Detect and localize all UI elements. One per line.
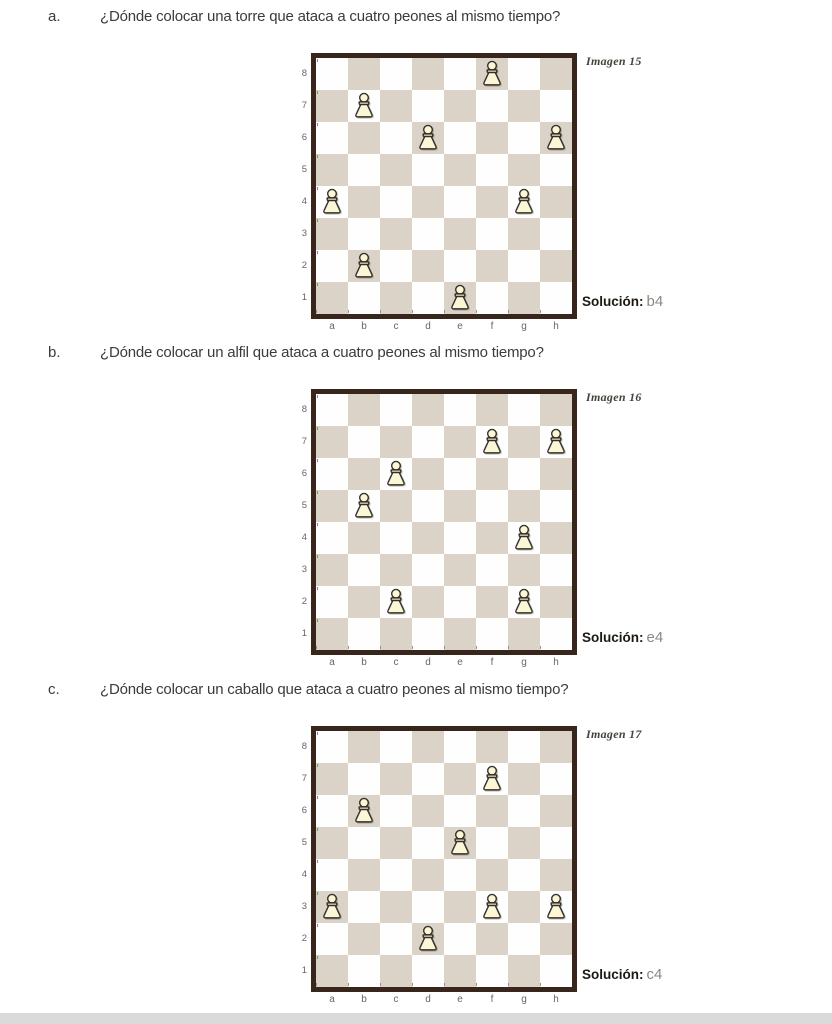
square-b7	[348, 90, 380, 122]
rank-label-2: 2	[301, 933, 307, 944]
square-g6	[508, 122, 540, 154]
square-c6	[380, 458, 412, 490]
question-letter: b.	[48, 344, 61, 361]
square-e3	[444, 554, 476, 586]
rank-label-5: 5	[301, 837, 307, 848]
square-h1	[540, 955, 572, 987]
pawn-icon-e5	[445, 828, 475, 858]
square-d8	[412, 731, 444, 763]
square-f1	[476, 282, 508, 314]
square-h4	[540, 859, 572, 891]
square-e4	[444, 522, 476, 554]
square-b4	[348, 186, 380, 218]
square-d2	[412, 586, 444, 618]
square-b4	[348, 522, 380, 554]
square-d7	[412, 90, 444, 122]
chess-diagram-17	[301, 726, 832, 1016]
file-label-a: a	[329, 994, 335, 1005]
square-c3	[380, 218, 412, 250]
square-a6	[316, 122, 348, 154]
rank-label-1: 1	[301, 292, 307, 303]
square-c5	[380, 154, 412, 186]
file-label-e: e	[457, 321, 463, 332]
square-e1	[444, 282, 476, 314]
square-h5	[540, 827, 572, 859]
square-b8	[348, 731, 380, 763]
square-f1	[476, 618, 508, 650]
pawn-icon-g2	[509, 587, 539, 617]
question-text: ¿Dónde colocar un caballo que ataca a cuatro peones al mismo tiempo?	[100, 681, 569, 698]
square-g6	[508, 795, 540, 827]
square-d3	[412, 218, 444, 250]
square-c7	[380, 763, 412, 795]
rank-label-3: 3	[301, 228, 307, 239]
square-b5	[348, 154, 380, 186]
rank-label-4: 4	[301, 869, 307, 880]
square-d8	[412, 394, 444, 426]
pawn-icon-a4	[317, 187, 347, 217]
square-f1	[476, 955, 508, 987]
pawn-icon-e1	[445, 283, 475, 313]
square-f7	[476, 763, 508, 795]
square-c7	[380, 426, 412, 458]
file-labels	[316, 321, 572, 335]
square-c5	[380, 490, 412, 522]
square-h3	[540, 891, 572, 923]
square-a5	[316, 154, 348, 186]
question-b	[0, 344, 832, 681]
image-caption: Imagen 15	[586, 54, 642, 68]
square-d6	[412, 458, 444, 490]
question-text: ¿Dónde colocar una torre que ataca a cuatro peones al mismo tiempo?	[100, 8, 561, 25]
square-d1	[412, 282, 444, 314]
square-e3	[444, 891, 476, 923]
chessboard	[311, 53, 577, 319]
square-a4	[316, 186, 348, 218]
question-text: ¿Dónde colocar un alfil que ataca a cuatro peones al mismo tiempo?	[100, 344, 544, 361]
square-c6	[380, 795, 412, 827]
square-f7	[476, 90, 508, 122]
pawn-icon-h6	[541, 123, 571, 153]
square-h7	[540, 763, 572, 795]
square-e8	[444, 58, 476, 90]
square-d1	[412, 618, 444, 650]
square-d5	[412, 827, 444, 859]
pawn-icon-a3	[317, 892, 347, 922]
square-g4	[508, 186, 540, 218]
square-c8	[380, 58, 412, 90]
chess-diagram-16	[301, 389, 832, 679]
square-g3	[508, 891, 540, 923]
square-h2	[540, 923, 572, 955]
square-e5	[444, 490, 476, 522]
square-e8	[444, 394, 476, 426]
rank-labels	[293, 394, 307, 650]
square-h3	[540, 554, 572, 586]
square-g8	[508, 58, 540, 90]
square-h6	[540, 458, 572, 490]
square-e2	[444, 923, 476, 955]
rank-label-7: 7	[301, 100, 307, 111]
file-label-d: d	[425, 657, 431, 668]
file-label-h: h	[553, 657, 559, 668]
pawn-icon-f8	[477, 59, 507, 89]
chessboard	[311, 726, 577, 992]
square-g8	[508, 394, 540, 426]
square-a1	[316, 955, 348, 987]
square-b4	[348, 859, 380, 891]
file-label-b: b	[361, 657, 367, 668]
square-b1	[348, 955, 380, 987]
square-d4	[412, 859, 444, 891]
solution-line	[582, 966, 662, 984]
page-bottom-strip	[0, 1013, 832, 1024]
square-g1	[508, 282, 540, 314]
pawn-icon-f7	[477, 764, 507, 794]
square-c2	[380, 586, 412, 618]
rank-label-7: 7	[301, 773, 307, 784]
square-g1	[508, 955, 540, 987]
square-b8	[348, 394, 380, 426]
solution-answer: b4	[646, 293, 664, 310]
square-g5	[508, 490, 540, 522]
square-b2	[348, 923, 380, 955]
square-d4	[412, 522, 444, 554]
file-label-e: e	[457, 994, 463, 1005]
square-a6	[316, 458, 348, 490]
square-e7	[444, 426, 476, 458]
pawn-icon-d6	[413, 123, 443, 153]
square-b7	[348, 763, 380, 795]
square-d2	[412, 923, 444, 955]
file-label-c: c	[393, 994, 399, 1005]
square-f2	[476, 923, 508, 955]
square-a4	[316, 859, 348, 891]
square-b2	[348, 586, 380, 618]
square-e6	[444, 122, 476, 154]
file-label-c: c	[393, 321, 399, 332]
rank-label-5: 5	[301, 500, 307, 511]
square-c8	[380, 731, 412, 763]
pawn-icon-b6	[349, 796, 379, 826]
square-c2	[380, 923, 412, 955]
square-g8	[508, 731, 540, 763]
square-g5	[508, 154, 540, 186]
question-letter: c.	[48, 681, 60, 698]
square-g4	[508, 859, 540, 891]
square-d7	[412, 763, 444, 795]
rank-label-8: 8	[301, 404, 307, 415]
rank-label-3: 3	[301, 901, 307, 912]
chess-diagram-15	[301, 53, 832, 343]
square-a6	[316, 795, 348, 827]
square-a1	[316, 618, 348, 650]
solution-line	[582, 629, 663, 647]
rank-label-1: 1	[301, 965, 307, 976]
square-a8	[316, 394, 348, 426]
pawn-icon-b7	[349, 91, 379, 121]
image-caption: Imagen 16	[586, 390, 642, 404]
rank-label-5: 5	[301, 164, 307, 175]
file-label-f: f	[490, 657, 494, 668]
rank-label-6: 6	[301, 468, 307, 479]
question-c	[0, 681, 832, 1014]
square-d3	[412, 554, 444, 586]
square-b1	[348, 282, 380, 314]
square-b3	[348, 554, 380, 586]
square-c1	[380, 282, 412, 314]
square-h5	[540, 154, 572, 186]
square-e6	[444, 458, 476, 490]
square-b3	[348, 891, 380, 923]
square-e4	[444, 859, 476, 891]
square-d5	[412, 490, 444, 522]
file-label-b: b	[361, 994, 367, 1005]
square-c7	[380, 90, 412, 122]
square-f4	[476, 186, 508, 218]
square-f8	[476, 394, 508, 426]
question-letter: a.	[48, 8, 61, 25]
square-c5	[380, 827, 412, 859]
pawn-icon-d2	[413, 924, 443, 954]
pawn-icon-h7	[541, 427, 571, 457]
pawn-icon-g4	[509, 187, 539, 217]
pawn-icon-f7	[477, 427, 507, 457]
square-b8	[348, 58, 380, 90]
square-a8	[316, 58, 348, 90]
square-a2	[316, 250, 348, 282]
square-h7	[540, 90, 572, 122]
square-b1	[348, 618, 380, 650]
square-f3	[476, 554, 508, 586]
square-b5	[348, 827, 380, 859]
pawn-icon-b2	[349, 251, 379, 281]
square-f4	[476, 522, 508, 554]
square-f3	[476, 891, 508, 923]
square-g2	[508, 250, 540, 282]
square-f7	[476, 426, 508, 458]
square-g2	[508, 586, 540, 618]
square-f8	[476, 58, 508, 90]
square-h8	[540, 58, 572, 90]
square-a7	[316, 90, 348, 122]
square-e1	[444, 618, 476, 650]
square-c1	[380, 955, 412, 987]
file-label-f: f	[490, 321, 494, 332]
file-labels	[316, 657, 572, 671]
square-e7	[444, 90, 476, 122]
square-a5	[316, 490, 348, 522]
file-label-a: a	[329, 657, 335, 668]
square-e1	[444, 955, 476, 987]
solution-answer: e4	[646, 629, 664, 646]
square-d8	[412, 58, 444, 90]
file-label-h: h	[553, 994, 559, 1005]
solution-answer: c4	[646, 966, 663, 983]
square-h3	[540, 218, 572, 250]
square-b7	[348, 426, 380, 458]
file-label-g: g	[521, 657, 527, 668]
pawn-icon-c6	[381, 459, 411, 489]
square-e5	[444, 827, 476, 859]
square-b6	[348, 458, 380, 490]
question-a	[0, 8, 832, 344]
rank-label-2: 2	[301, 596, 307, 607]
square-e3	[444, 218, 476, 250]
square-h8	[540, 394, 572, 426]
square-d2	[412, 250, 444, 282]
file-label-b: b	[361, 321, 367, 332]
rank-label-1: 1	[301, 628, 307, 639]
square-d6	[412, 122, 444, 154]
pawn-icon-c2	[381, 587, 411, 617]
square-c3	[380, 554, 412, 586]
square-f8	[476, 731, 508, 763]
square-a3	[316, 218, 348, 250]
file-label-d: d	[425, 321, 431, 332]
chessboard-squares	[316, 731, 572, 987]
rank-label-3: 3	[301, 564, 307, 575]
pawn-icon-b5	[349, 491, 379, 521]
pawn-icon-g4	[509, 523, 539, 553]
chessboard-squares	[316, 58, 572, 314]
solution-line	[582, 293, 663, 311]
square-g7	[508, 426, 540, 458]
square-e5	[444, 154, 476, 186]
square-b6	[348, 795, 380, 827]
square-c4	[380, 522, 412, 554]
square-g4	[508, 522, 540, 554]
square-a3	[316, 891, 348, 923]
square-f6	[476, 122, 508, 154]
square-e7	[444, 763, 476, 795]
rank-label-6: 6	[301, 805, 307, 816]
file-label-e: e	[457, 657, 463, 668]
square-a8	[316, 731, 348, 763]
solution-label: Solución:	[582, 294, 644, 309]
square-d6	[412, 795, 444, 827]
square-c4	[380, 186, 412, 218]
square-g5	[508, 827, 540, 859]
square-h4	[540, 522, 572, 554]
square-h7	[540, 426, 572, 458]
square-d5	[412, 154, 444, 186]
rank-label-8: 8	[301, 741, 307, 752]
square-g7	[508, 763, 540, 795]
rank-label-4: 4	[301, 532, 307, 543]
square-c3	[380, 891, 412, 923]
rank-label-6: 6	[301, 132, 307, 143]
square-a1	[316, 282, 348, 314]
rank-label-4: 4	[301, 196, 307, 207]
square-f5	[476, 490, 508, 522]
solution-label: Solución:	[582, 630, 644, 645]
file-label-a: a	[329, 321, 335, 332]
square-c6	[380, 122, 412, 154]
rank-labels	[293, 731, 307, 987]
square-c4	[380, 859, 412, 891]
square-a4	[316, 522, 348, 554]
square-h2	[540, 586, 572, 618]
image-caption: Imagen 17	[586, 727, 642, 741]
square-g3	[508, 218, 540, 250]
square-c1	[380, 618, 412, 650]
square-f4	[476, 859, 508, 891]
square-g3	[508, 554, 540, 586]
square-d7	[412, 426, 444, 458]
file-label-g: g	[521, 994, 527, 1005]
square-d4	[412, 186, 444, 218]
square-h6	[540, 122, 572, 154]
square-g7	[508, 90, 540, 122]
file-labels	[316, 994, 572, 1008]
square-d3	[412, 891, 444, 923]
chessboard-squares	[316, 394, 572, 650]
chessboard	[311, 389, 577, 655]
square-f3	[476, 218, 508, 250]
square-f5	[476, 154, 508, 186]
pawn-icon-f3	[477, 892, 507, 922]
square-h6	[540, 795, 572, 827]
square-a5	[316, 827, 348, 859]
square-g6	[508, 458, 540, 490]
square-b5	[348, 490, 380, 522]
square-a7	[316, 763, 348, 795]
square-h1	[540, 282, 572, 314]
rank-labels	[293, 58, 307, 314]
square-f5	[476, 827, 508, 859]
rank-label-2: 2	[301, 260, 307, 271]
square-b6	[348, 122, 380, 154]
square-h4	[540, 186, 572, 218]
file-label-f: f	[490, 994, 494, 1005]
square-a7	[316, 426, 348, 458]
square-h5	[540, 490, 572, 522]
square-e2	[444, 586, 476, 618]
square-g2	[508, 923, 540, 955]
square-e4	[444, 186, 476, 218]
square-e6	[444, 795, 476, 827]
square-a2	[316, 586, 348, 618]
square-c8	[380, 394, 412, 426]
pawn-icon-h3	[541, 892, 571, 922]
square-g1	[508, 618, 540, 650]
file-label-h: h	[553, 321, 559, 332]
file-label-g: g	[521, 321, 527, 332]
square-f2	[476, 586, 508, 618]
square-f2	[476, 250, 508, 282]
square-h8	[540, 731, 572, 763]
square-a2	[316, 923, 348, 955]
solution-label: Solución:	[582, 967, 644, 982]
square-h2	[540, 250, 572, 282]
square-e8	[444, 731, 476, 763]
square-a3	[316, 554, 348, 586]
square-h1	[540, 618, 572, 650]
square-b2	[348, 250, 380, 282]
square-f6	[476, 458, 508, 490]
rank-label-7: 7	[301, 436, 307, 447]
square-e2	[444, 250, 476, 282]
square-f6	[476, 795, 508, 827]
file-label-d: d	[425, 994, 431, 1005]
square-d1	[412, 955, 444, 987]
square-c2	[380, 250, 412, 282]
rank-label-8: 8	[301, 68, 307, 79]
file-label-c: c	[393, 657, 399, 668]
square-b3	[348, 218, 380, 250]
